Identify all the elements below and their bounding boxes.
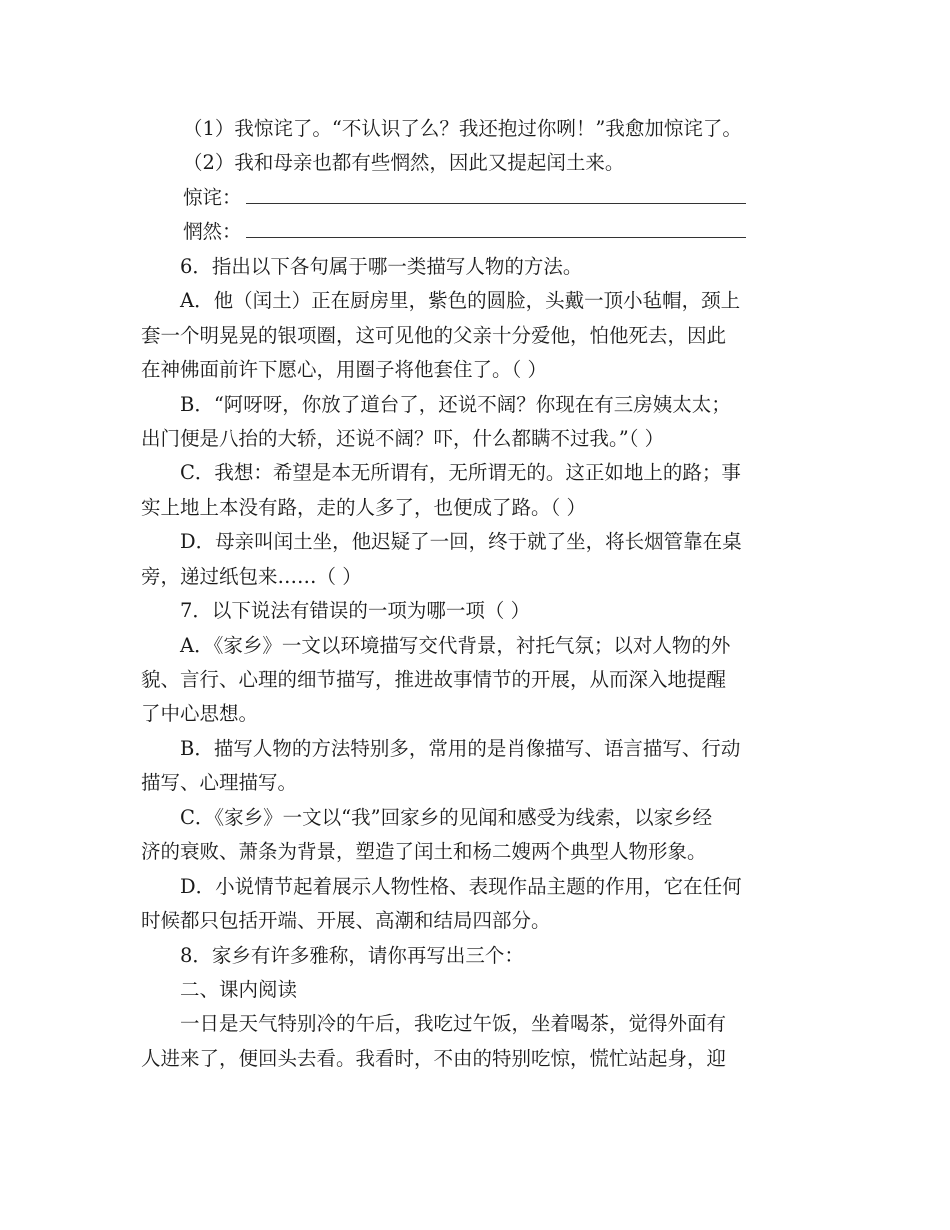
q6-option-a-line-3: 在神佛面前许下愿心，用圈子将他套住了。（ ）: [141, 358, 547, 382]
q7-option-d-line-2: 时候都只包括开端、开展、高潮和结局四部分。: [141, 909, 551, 933]
document-body: [141, 112, 811, 1076]
q6-option-a-line-1: A．他（闰土）正在厨房里，紫色的圆脸，头戴一顶小毡帽，颈上: [180, 289, 741, 313]
reading-passage-line-2: 人进来了，便回头去看。我看时，不由的特别吃惊，慌忙站起身，迎: [141, 1046, 727, 1070]
q7-option-c-line-2: 济的衰败、萧条为背景，塑造了闰土和杨二嫂两个典型人物形象。: [141, 840, 707, 864]
q7-option-a-line-2: 貌、言行、心理的细节描写，推进故事情节的开展，从而深入地提醒: [141, 668, 727, 691]
question-7: 7．以下说法有错误的一项为哪一项（ ）: [180, 599, 531, 623]
answer-row-jingcha: [141, 181, 811, 215]
q6-option-c-line-2: 实上地上本没有路，走的人多了，也便成了路。（ ）: [141, 495, 586, 519]
question-8: 8．家乡有许多雅称，请你再写出三个：: [180, 943, 524, 967]
q7-option-d-line-1: D．小说情节起着展示人物性格、表现作品主题的作用，它在任何: [180, 874, 742, 898]
sentence-1: （1）我惊诧了。“不认识了么？我还抱过你咧！”我愈加惊诧了。: [183, 117, 742, 140]
reading-passage-line-1: 一日是天气特别冷的午后，我吃过午饭，坐着喝茶，觉得外面有: [180, 1012, 727, 1036]
answer-blank-wangran[interactable]: [246, 217, 746, 238]
answer-row-wangran: [141, 215, 811, 249]
q7-option-a-line-1: A．《家乡》一文以环境描写交代背景，衬托气氛；以对人物的外: [180, 633, 731, 657]
q6-option-a-line-2: 套一个明晃晃的银项圈，这可见他的父亲十分爱他，怕他死去，因此: [141, 323, 727, 347]
answer-label-jingcha: 惊诧：: [183, 185, 242, 209]
q6-option-b-line-1: B．“阿呀呀，你放了道台了，还说不阔？你现在有三房姨太太；: [180, 392, 731, 416]
q7-option-b-line-1: B．描写人物的方法特别多，常用的是肖像描写、语言描写、行动: [180, 736, 741, 760]
q6-option-c-line-1: C．我想：希望是本无所谓有，无所谓无的。这正如地上的路；事: [180, 461, 741, 485]
section-heading: 二、课内阅读: [180, 977, 298, 1001]
q7-option-c-line-1: C．《家乡》一文以“我”回家乡的见闻和感受为线索，以家乡经: [180, 805, 713, 829]
question-6: 6．指出以下各句属于哪一类描写人物的方法。: [180, 254, 583, 278]
sentence-2: （2）我和母亲也都有些惘然，因此又提起闰土来。: [183, 151, 625, 175]
answer-label-wangran: 惘然：: [183, 220, 242, 244]
q6-option-d-line-2: 旁，递过纸包来……（ ）: [141, 564, 362, 588]
q7-option-a-line-3: 了中心思想。: [141, 702, 259, 726]
q7-option-b-line-2: 描写、心理描写。: [141, 771, 298, 795]
q6-option-b-line-2: 出门便是八抬的大轿，还说不阔？吓，什么都瞒不过我。”（ ）: [141, 426, 665, 450]
answer-blank-jingcha[interactable]: [246, 183, 746, 204]
q6-option-d-line-1: D．母亲叫闰土坐，他迟疑了一回，终于就了坐，将长烟管靠在桌: [180, 530, 742, 554]
